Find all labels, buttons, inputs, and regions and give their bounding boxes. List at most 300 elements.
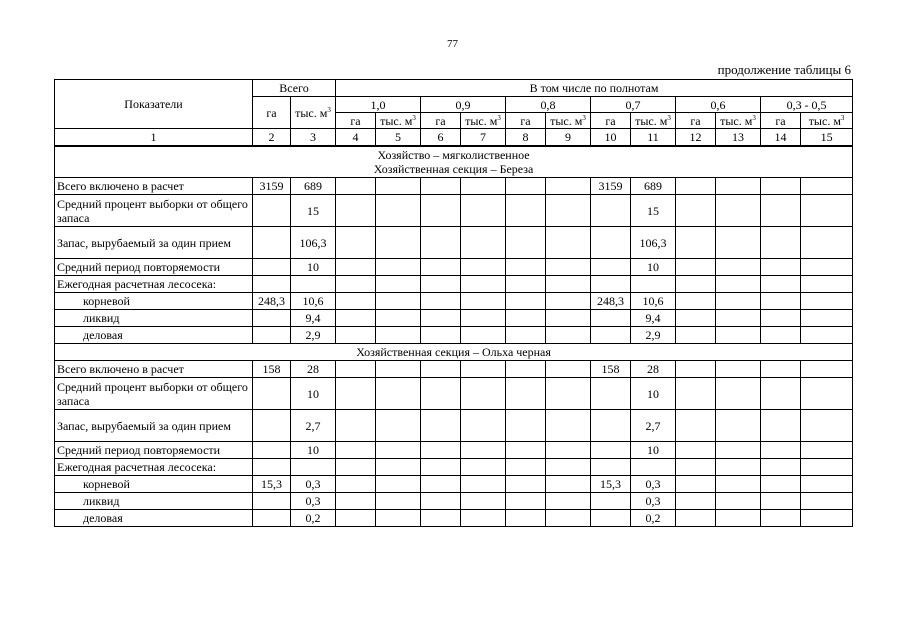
- cell-empty: [421, 259, 461, 276]
- cell-value: 0,2: [291, 510, 336, 527]
- cell-empty: [461, 310, 506, 327]
- cell-empty: [716, 361, 761, 378]
- cell-empty: [801, 476, 853, 493]
- cell-empty: [421, 227, 461, 259]
- cell-empty: [546, 510, 591, 527]
- cell-value: 0,2: [631, 510, 676, 527]
- cell-empty: [421, 410, 461, 442]
- table-row: [55, 442, 853, 459]
- cell-empty: [506, 276, 546, 293]
- cell-empty: [376, 476, 421, 493]
- column-number: 11: [631, 129, 676, 146]
- cell-value: 689: [631, 178, 676, 195]
- cell-empty: [461, 459, 506, 476]
- cell-value: 10,6: [291, 293, 336, 310]
- header-unit-volume: тыс. $м^3$: [716, 113, 761, 129]
- cell-empty: [336, 442, 376, 459]
- cell-value: [591, 276, 631, 293]
- cell-empty: [801, 493, 853, 510]
- cell-empty: [421, 178, 461, 195]
- cell-empty: [506, 410, 546, 442]
- cell-empty: [421, 361, 461, 378]
- row-label: корневой: [55, 476, 253, 493]
- cell-empty: [376, 293, 421, 310]
- cell-empty: [546, 327, 591, 344]
- cell-value: 10: [291, 259, 336, 276]
- section-title: Хозяйство – мягколиственное Хозяйственная секция – Береза: [55, 146, 853, 178]
- header-unit-volume: тыс. $м^3$: [461, 113, 506, 129]
- cell-empty: [506, 510, 546, 527]
- cell-empty: [336, 310, 376, 327]
- cell-empty: [716, 310, 761, 327]
- table-row: [55, 276, 853, 293]
- cell-empty: [506, 293, 546, 310]
- cell-empty: [546, 410, 591, 442]
- cell-value: [253, 327, 291, 344]
- row-label: Запас, вырубаемый за один прием: [55, 410, 253, 442]
- column-number: 13: [716, 129, 761, 146]
- cell-value: 10: [291, 442, 336, 459]
- cell-empty: [716, 510, 761, 527]
- table-row: [55, 459, 853, 476]
- column-number-row: [55, 129, 853, 146]
- cell-value: [591, 493, 631, 510]
- cell-empty: [421, 310, 461, 327]
- cell-empty: [801, 410, 853, 442]
- cell-empty: [676, 327, 716, 344]
- cell-empty: [801, 195, 853, 227]
- cell-value: [253, 310, 291, 327]
- cell-empty: [716, 410, 761, 442]
- cell-empty: [376, 178, 421, 195]
- cell-empty: [761, 327, 801, 344]
- cell-value: 0,3: [291, 493, 336, 510]
- cell-empty: [376, 327, 421, 344]
- cell-empty: [376, 195, 421, 227]
- cell-empty: [376, 493, 421, 510]
- cell-empty: [676, 227, 716, 259]
- cell-value: 15: [631, 195, 676, 227]
- row-label: Всего включено в расчет: [55, 178, 253, 195]
- cell-empty: [376, 410, 421, 442]
- cell-empty: [461, 361, 506, 378]
- cell-empty: [676, 276, 716, 293]
- cell-empty: [761, 178, 801, 195]
- header-unit-ha: га: [591, 113, 631, 129]
- cell-value: 0,3: [631, 476, 676, 493]
- header-density-6: 0,3 - 0,5: [761, 97, 853, 113]
- cell-value: 10: [291, 378, 336, 410]
- column-number: 4: [336, 129, 376, 146]
- cell-empty: [761, 442, 801, 459]
- header-density-2: 0,9: [421, 97, 506, 113]
- cell-empty: [461, 227, 506, 259]
- cell-empty: [676, 459, 716, 476]
- cell-empty: [801, 361, 853, 378]
- cell-empty: [506, 178, 546, 195]
- cell-value: [591, 378, 631, 410]
- cell-empty: [506, 195, 546, 227]
- header-density-1: 1,0: [336, 97, 421, 113]
- cell-value: 106,3: [631, 227, 676, 259]
- cell-empty: [761, 459, 801, 476]
- cell-empty: [336, 327, 376, 344]
- table-row: [55, 476, 853, 493]
- column-number: 15: [801, 129, 853, 146]
- cell-empty: [716, 378, 761, 410]
- cell-empty: [461, 327, 506, 344]
- row-label: Средний процент выборки от общего запаса: [55, 195, 253, 227]
- cell-empty: [716, 195, 761, 227]
- cell-empty: [336, 361, 376, 378]
- table-row: [55, 259, 853, 276]
- cell-empty: [421, 327, 461, 344]
- cell-value: 10,6: [631, 293, 676, 310]
- cell-empty: [506, 310, 546, 327]
- cell-value: 15,3: [591, 476, 631, 493]
- cell-empty: [676, 410, 716, 442]
- cell-empty: [761, 259, 801, 276]
- cell-empty: [546, 442, 591, 459]
- cell-value: [591, 259, 631, 276]
- cell-empty: [676, 510, 716, 527]
- row-label: Средний процент выборки от общего запаса: [55, 378, 253, 410]
- cell-empty: [506, 327, 546, 344]
- cell-empty: [546, 276, 591, 293]
- cell-empty: [716, 178, 761, 195]
- cell-empty: [336, 276, 376, 293]
- cell-value: 158: [591, 361, 631, 378]
- header-unit-ha: га: [336, 113, 376, 129]
- cell-empty: [336, 493, 376, 510]
- cell-empty: [716, 476, 761, 493]
- column-number: 6: [421, 129, 461, 146]
- cell-value: [631, 276, 676, 293]
- column-number: 10: [591, 129, 631, 146]
- header-density-4: 0,7: [591, 97, 676, 113]
- harvest-table: [54, 79, 853, 527]
- cell-value: 248,3: [591, 293, 631, 310]
- cell-value: 248,3: [253, 293, 291, 310]
- cell-empty: [461, 178, 506, 195]
- cell-value: [253, 442, 291, 459]
- header-unit-ha: га: [676, 113, 716, 129]
- row-label: ликвид: [55, 310, 253, 327]
- header-including: В том числе по полнотам: [336, 80, 853, 97]
- cell-value: [253, 510, 291, 527]
- column-number: 2: [253, 129, 291, 146]
- cell-empty: [761, 378, 801, 410]
- cell-empty: [336, 195, 376, 227]
- cell-empty: [761, 476, 801, 493]
- header-unit-ha: га: [506, 113, 546, 129]
- row-label: Запас, вырубаемый за один прием: [55, 227, 253, 259]
- cell-empty: [676, 476, 716, 493]
- cell-empty: [676, 493, 716, 510]
- column-number: 8: [506, 129, 546, 146]
- header-indicators: Показатели: [55, 80, 253, 129]
- cell-value: 15,3: [253, 476, 291, 493]
- header-unit-ha: га: [421, 113, 461, 129]
- page-number: 77: [447, 38, 458, 50]
- cell-empty: [376, 310, 421, 327]
- section-title-row: [55, 344, 853, 361]
- cell-value: 689: [291, 178, 336, 195]
- cell-empty: [801, 442, 853, 459]
- cell-value: [591, 327, 631, 344]
- cell-empty: [461, 259, 506, 276]
- cell-value: 2,9: [291, 327, 336, 344]
- cell-value: 10: [631, 378, 676, 410]
- cell-empty: [801, 276, 853, 293]
- cell-empty: [761, 276, 801, 293]
- cell-empty: [761, 410, 801, 442]
- column-number: 9: [546, 129, 591, 146]
- column-number: 12: [676, 129, 716, 146]
- cell-value: 10: [631, 442, 676, 459]
- table-row: [55, 327, 853, 344]
- cell-empty: [761, 361, 801, 378]
- cell-value: [253, 378, 291, 410]
- cell-empty: [461, 378, 506, 410]
- column-number: 7: [461, 129, 506, 146]
- cell-value: [253, 459, 291, 476]
- cell-value: [253, 227, 291, 259]
- row-label: ликвид: [55, 493, 253, 510]
- cell-empty: [676, 195, 716, 227]
- cell-value: 0,3: [291, 476, 336, 493]
- cell-value: 2,7: [631, 410, 676, 442]
- cell-empty: [716, 293, 761, 310]
- table-row: [55, 510, 853, 527]
- cell-value: 158: [253, 361, 291, 378]
- row-label: Средний период повторяемости: [55, 442, 253, 459]
- cell-value: [591, 195, 631, 227]
- cell-empty: [546, 178, 591, 195]
- cell-empty: [801, 259, 853, 276]
- table-row: [55, 195, 853, 227]
- cell-empty: [546, 310, 591, 327]
- cell-value: 106,3: [291, 227, 336, 259]
- header-density-5: 0,6: [676, 97, 761, 113]
- cell-value: [253, 276, 291, 293]
- cell-empty: [546, 293, 591, 310]
- cell-empty: [421, 378, 461, 410]
- cell-value: 3159: [591, 178, 631, 195]
- cell-empty: [676, 178, 716, 195]
- row-label: деловая: [55, 510, 253, 527]
- cell-value: 28: [291, 361, 336, 378]
- cell-empty: [461, 442, 506, 459]
- cell-empty: [376, 510, 421, 527]
- cell-empty: [546, 195, 591, 227]
- cell-empty: [716, 327, 761, 344]
- cell-empty: [336, 459, 376, 476]
- cell-empty: [801, 178, 853, 195]
- cell-empty: [461, 510, 506, 527]
- cell-value: [253, 259, 291, 276]
- cell-empty: [506, 259, 546, 276]
- cell-empty: [421, 293, 461, 310]
- table-row: [55, 378, 853, 410]
- cell-empty: [676, 361, 716, 378]
- cell-empty: [801, 510, 853, 527]
- table-body: [55, 80, 853, 527]
- cell-empty: [461, 276, 506, 293]
- column-number: 5: [376, 129, 421, 146]
- cell-empty: [801, 293, 853, 310]
- cell-empty: [421, 195, 461, 227]
- cell-empty: [546, 493, 591, 510]
- row-label: деловая: [55, 327, 253, 344]
- cell-empty: [546, 361, 591, 378]
- cell-value: [253, 410, 291, 442]
- cell-value: [591, 410, 631, 442]
- cell-empty: [461, 493, 506, 510]
- cell-empty: [506, 442, 546, 459]
- cell-empty: [676, 293, 716, 310]
- cell-empty: [461, 476, 506, 493]
- cell-empty: [801, 310, 853, 327]
- header-density-3: 0,8: [506, 97, 591, 113]
- cell-empty: [676, 310, 716, 327]
- cell-empty: [761, 510, 801, 527]
- row-label: Всего включено в расчет: [55, 361, 253, 378]
- cell-empty: [716, 442, 761, 459]
- cell-empty: [461, 410, 506, 442]
- header-unit-volume: тыс. $м^3$: [546, 113, 591, 129]
- cell-empty: [506, 493, 546, 510]
- section-title-row: [55, 146, 853, 178]
- cell-empty: [376, 361, 421, 378]
- cell-empty: [376, 276, 421, 293]
- header-unit-volume: тыс. $м^3$: [631, 113, 676, 129]
- cell-empty: [421, 510, 461, 527]
- cell-value: [253, 195, 291, 227]
- header-unit-volume: тыс. $м^3$: [376, 113, 421, 129]
- cell-empty: [676, 259, 716, 276]
- cell-value: 10: [631, 259, 676, 276]
- cell-empty: [336, 178, 376, 195]
- cell-empty: [716, 276, 761, 293]
- cell-empty: [716, 459, 761, 476]
- cell-empty: [421, 442, 461, 459]
- cell-value: [591, 510, 631, 527]
- cell-empty: [801, 459, 853, 476]
- table-row: [55, 310, 853, 327]
- cell-empty: [716, 227, 761, 259]
- cell-empty: [421, 493, 461, 510]
- cell-empty: [376, 227, 421, 259]
- column-number: 14: [761, 129, 801, 146]
- cell-empty: [336, 227, 376, 259]
- cell-empty: [461, 293, 506, 310]
- cell-empty: [801, 327, 853, 344]
- cell-value: 9,4: [291, 310, 336, 327]
- cell-value: 28: [631, 361, 676, 378]
- cell-empty: [506, 361, 546, 378]
- cell-value: [291, 276, 336, 293]
- cell-value: [591, 310, 631, 327]
- cell-empty: [376, 378, 421, 410]
- header-total-volume: тыс. $м^3$: [291, 97, 336, 129]
- cell-empty: [506, 459, 546, 476]
- cell-empty: [376, 259, 421, 276]
- cell-empty: [546, 476, 591, 493]
- column-number: 1: [55, 129, 253, 146]
- header-unit-ha: га: [761, 113, 801, 129]
- table-row: [55, 293, 853, 310]
- cell-value: [591, 227, 631, 259]
- cell-empty: [376, 442, 421, 459]
- table-row: [55, 493, 853, 510]
- cell-empty: [761, 195, 801, 227]
- cell-empty: [546, 459, 591, 476]
- cell-empty: [376, 459, 421, 476]
- column-number: 3: [291, 129, 336, 146]
- cell-value: 9,4: [631, 310, 676, 327]
- cell-empty: [336, 510, 376, 527]
- table-row: [55, 361, 853, 378]
- cell-value: [591, 459, 631, 476]
- cell-empty: [461, 195, 506, 227]
- cell-value: [591, 442, 631, 459]
- cell-empty: [761, 227, 801, 259]
- section-title: Хозяйственная секция – Ольха черная: [55, 344, 853, 361]
- cell-empty: [336, 259, 376, 276]
- cell-empty: [336, 410, 376, 442]
- cell-empty: [716, 493, 761, 510]
- cell-empty: [546, 378, 591, 410]
- cell-empty: [801, 378, 853, 410]
- cell-empty: [676, 378, 716, 410]
- header-total-ha: га: [253, 97, 291, 129]
- cell-empty: [761, 310, 801, 327]
- cell-empty: [506, 378, 546, 410]
- cell-value: 2,9: [631, 327, 676, 344]
- cell-empty: [336, 293, 376, 310]
- cell-empty: [506, 227, 546, 259]
- table-continuation-label: продолжение таблицы 6: [717, 62, 851, 77]
- cell-value: 3159: [253, 178, 291, 195]
- cell-empty: [421, 459, 461, 476]
- cell-empty: [676, 442, 716, 459]
- table-row: [55, 178, 853, 195]
- header-unit-volume: тыс. $м^3$: [801, 113, 853, 129]
- header-total: Всего: [253, 80, 336, 97]
- cell-value: [631, 459, 676, 476]
- cell-empty: [716, 259, 761, 276]
- cell-value: 15: [291, 195, 336, 227]
- row-label: корневой: [55, 293, 253, 310]
- cell-empty: [761, 293, 801, 310]
- cell-empty: [421, 276, 461, 293]
- table-row: [55, 227, 853, 259]
- row-label: Ежегодная расчетная лесосека:: [55, 276, 253, 293]
- cell-empty: [546, 227, 591, 259]
- cell-empty: [421, 476, 461, 493]
- cell-value: [291, 459, 336, 476]
- cell-empty: [336, 378, 376, 410]
- table-row: [55, 410, 853, 442]
- cell-empty: [546, 259, 591, 276]
- cell-empty: [801, 227, 853, 259]
- cell-value: [253, 493, 291, 510]
- row-label: Ежегодная расчетная лесосека:: [55, 459, 253, 476]
- cell-empty: [336, 476, 376, 493]
- header-row-1: [55, 80, 853, 97]
- cell-value: 0,3: [631, 493, 676, 510]
